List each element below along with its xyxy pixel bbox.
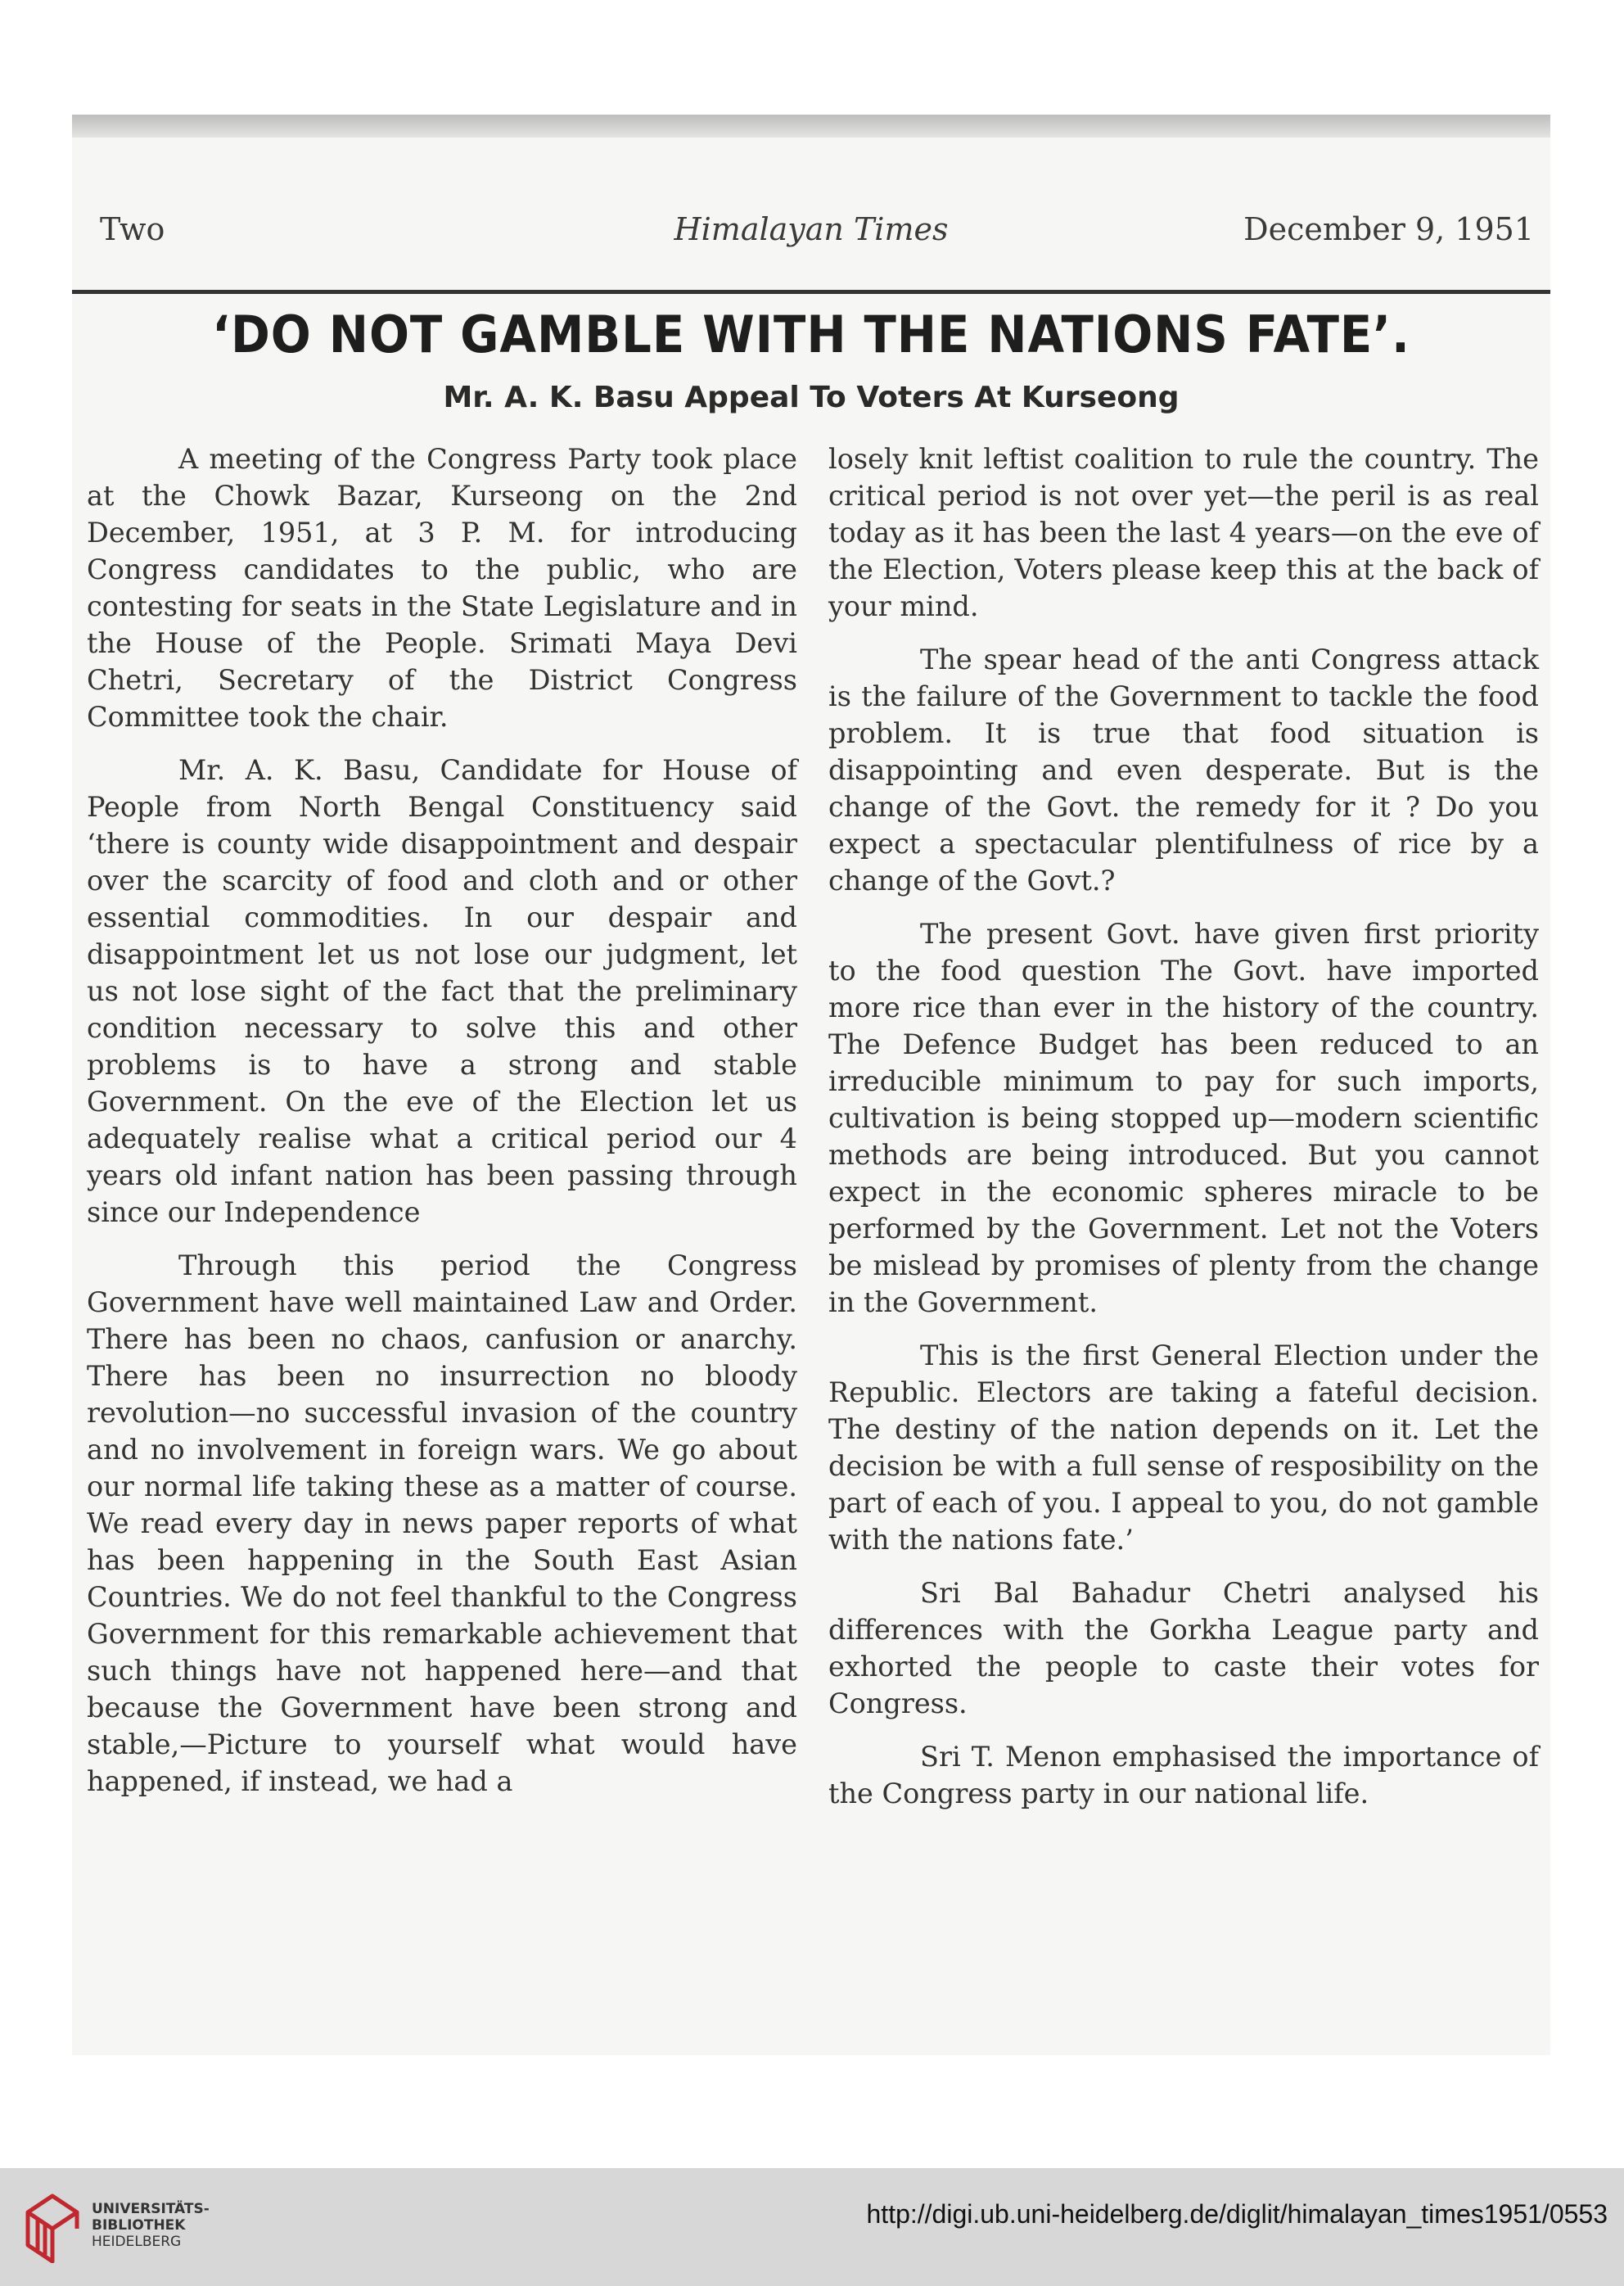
paragraph: The spear head of the anti Congress attack is the failure of the Government to tackle the food problem. It is true that food situation is disappointing and even desperate. But is the change of the Govt. the remedy for it ? Do you expect a spectacular plentifulness of rice by a change of the Govt.?	[828, 644, 1539, 897]
library-name	[92, 2201, 210, 2250]
paragraph: Sri T. Menon emphasised the importance of the Congress party in our national life.	[828, 1741, 1539, 1809]
paragraph: Through this period the Congress Government have well maintained Law and Order. There has been no chaos, canfusion or anarchy. There has been no insurrection no bloody revolution—no successful invasion of the country and no involvement in foreign wars. We go about our normal life taking these as a matter of course. We read every day in news paper reports of what has been happening in the South East Asian Countries. We do not feel thankful to the Congress Government for this remarkable achievement that such things have not happened here—and that because the Government have been strong and stable,—Picture to yourself what would have happened, if instead, we had a	[87, 1249, 797, 1797]
article-subheadline: Mr. A. K. Basu Appeal To Voters At Kurseong	[443, 381, 1180, 414]
right-column	[828, 440, 1539, 1828]
page-label: Two	[100, 211, 165, 247]
permalink-url[interactable]: http://digi.ub.uni-heidelberg.de/diglit/himalayan_times1951/0553	[866, 2199, 1608, 2229]
library-name-line: HEIDELBERG	[92, 2234, 182, 2250]
paragraph: Mr. A. K. Basu, Candidate for House of People from North Bengal Constituency said ‘there is county wide disappointment and despair over the scarcity of food and cloth and or other essential commodities. In our despair and disappointment let us not lose our judgment, let us not lose sight of the fact that the preliminary condition necessary to solve this and other problems is to have a strong and stable Government. On the eve of the Election let us adequately realise what a critical period our 4 years old infant nation has been passing through since our Independence	[87, 754, 797, 1228]
paragraph: The present Govt. have given first priority to the food question The Govt. have imported more rice than ever in the history of the country. The Defence Budget has been reduced to an irreducible minimum to pay for such imports, cultivation is being stopped up—modern scientific methods are being introduced. But you cannot expect in the economic spheres miracle to be performed by the Government. Let not the Voters be mislead by promises of plenty from the change in the Government.	[828, 918, 1539, 1318]
running-head	[88, 211, 1534, 260]
scan-edge-band	[72, 115, 1550, 138]
library-name-line: UNIVERSITÄTS-	[92, 2201, 210, 2217]
left-column	[87, 440, 797, 1816]
ub-heidelberg-logo-icon	[20, 2188, 85, 2263]
article-headline: ‘DO NOT GAMBLE WITH THE NATIONS FATE’.	[212, 305, 1410, 364]
paragraph: losely knit leftist coalition to rule the country. The critical period is not over yet—the peril is as real today as it has been the last 4 years—on the eve of the Election, Voters please keep this at the back of your mind.	[828, 443, 1539, 622]
library-name-line: BIBLIOTHEK	[92, 2217, 186, 2234]
newspaper-page	[72, 115, 1550, 2055]
viewer-footer	[0, 2168, 1624, 2286]
paragraph: Sri Bal Bahadur Chetri analysed his differences with the Gorkha League party and exhorted the people to caste their votes for Congress.	[828, 1577, 1539, 1719]
paragraph: This is the first General Election under the Republic. Electors are taking a fateful decision. The destiny of the nation depends on it. Let the decision be with a full sense of resposibility on the part of each of you. I appeal to you, do not gamble with the nations fate.’	[828, 1340, 1539, 1556]
paragraph: A meeting of the Congress Party took place at the Chowk Bazar, Kurseong on the 2nd December, 1951, at 3 P. M. for introducing Congress candidates to the public, who are contesting for seats in the State Legislature and in the House of the People. Srimati Maya Devi Chetri, Secretary of the District Congress Committee took the chair.	[87, 443, 797, 733]
masthead: Himalayan Times	[674, 211, 949, 247]
header-rule	[72, 290, 1550, 294]
issue-date: December 9, 1951	[1243, 211, 1534, 247]
